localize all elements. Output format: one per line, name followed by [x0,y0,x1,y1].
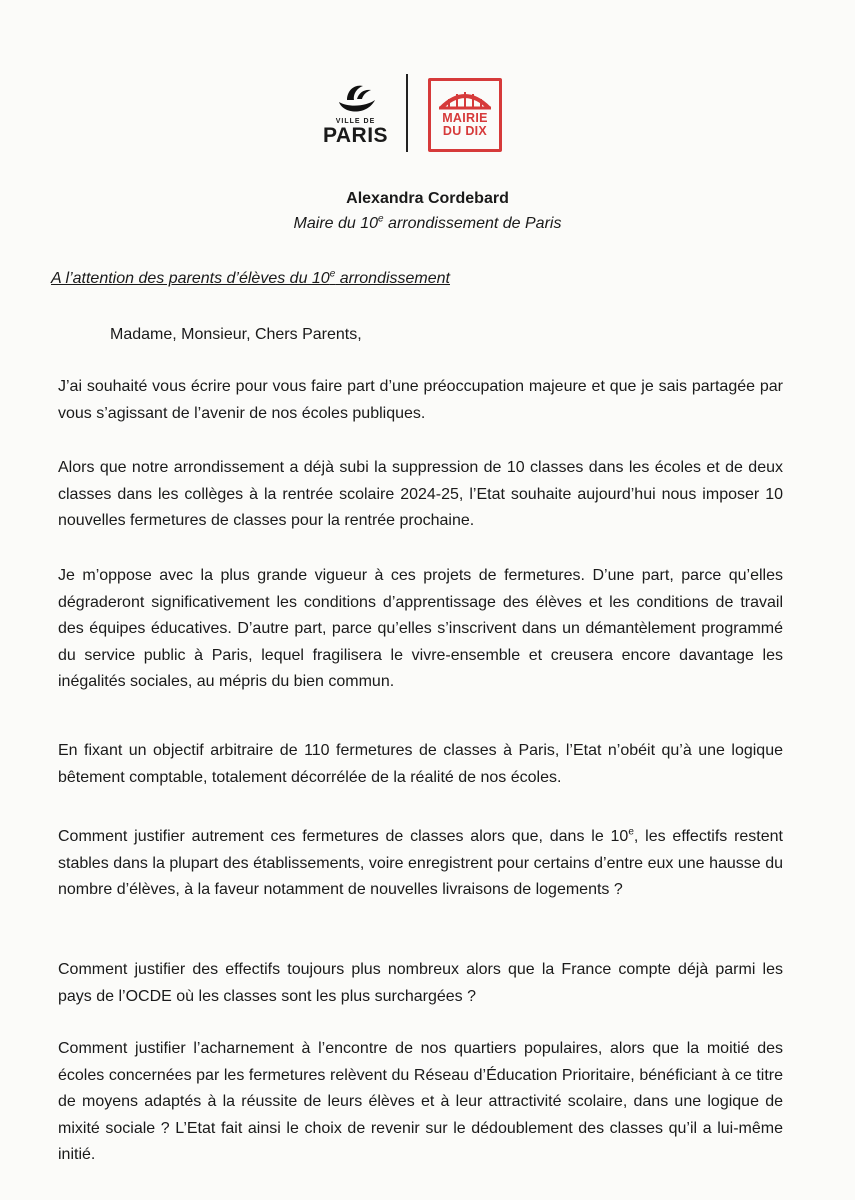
ville-de-paris-logo [318,80,393,147]
paragraph-4: En fixant un objectif arbitraire de 110 fermetures de classes à Paris, l’Etat n’obéit qu’à une logique bêtement comptable, totalement décorrélée de la réalité de nos écoles. [58,742,783,786]
paragraph-5: Comment justifier autrement ces fermetures de classes alors que, dans le 10e, les effectifs restent stables dans la plupart des établissements, voire enregistrent pour certains d’entre eux une hausse du nombre d’élèves, à la faveur notamment de nouvelles livraisons de logements ? [58,826,783,898]
paragraph-2: Alors que notre arrondissement a déjà subi la suppression de 10 classes dans les écoles et de deux classes dans les collèges à la rentrée scolaire 2024-25, l’Etat souhaite aujourd’hui nous imposer 10 nouvelles fermetures de classes pour la rentrée prochaine. [58,459,783,529]
paris-logo-ville: VILLE DE [335,118,376,125]
mairie-logo-line2: DU DIX [442,124,488,138]
header-logos [0,68,855,158]
paragraph-6: Comment justifier des effectifs toujours plus nombreux alors que la France compte déjà parmi les pays de l’OCDE où les classes sont les plus surchargées ? [58,961,783,1005]
paris-ship-icon [333,80,379,120]
paragraph-7: Comment justifier l’acharnement à l’encontre de nos quartiers populaires, alors que la moitié des écoles concernées par les fermetures relèvent du Réseau d’Éducation Prioritaire, bénéficiant à ce titre de moyens adaptés à la réussite de leurs élèves et à leur attractivité scolaire, dans une logique de mixité sociale ? L’Etat fait ainsi le choix de revenir sur le dédoublement des classes qu’il a lui-même initié. [58,1040,783,1163]
salutation: Madame, Monsieur, Chers Parents, [110,326,362,343]
logo-divider [406,74,408,152]
attention-line: A l’attention des parents d’élèves du 10e arrondissement [51,268,450,287]
author-name: Alexandra Cordebard [346,190,509,207]
paris-logo-name: PARIS [322,124,389,147]
paragraph-3: Je m’oppose avec la plus grande vigueur à ces projets de fermetures. D’une part, parce qu’elles dégraderont significativement les conditions d’apprentissage des élèves et les conditions de travail des équipes éducatives. D’autre part, parce qu’elles s’inscrivent dans un démantèlement programmé du service public à Paris, lequel fragilisera le vivre-ensemble et creusera encore davantage les inégalités sociales, au mépris du bien commun. [58,567,783,690]
paragraph-1: J’ai souhaité vous écrire pour vous faire part d’une préoccupation majeure et que je sais partagée par vous s’agissant de l’avenir de nos écoles publiques. [58,378,783,422]
author-role: Maire du 10e arrondissement de Paris [293,213,562,232]
mairie-logo-line1: MAIRIE [442,111,488,125]
bridge-icon [437,86,493,112]
mairie-du-dix-logo [428,78,502,152]
